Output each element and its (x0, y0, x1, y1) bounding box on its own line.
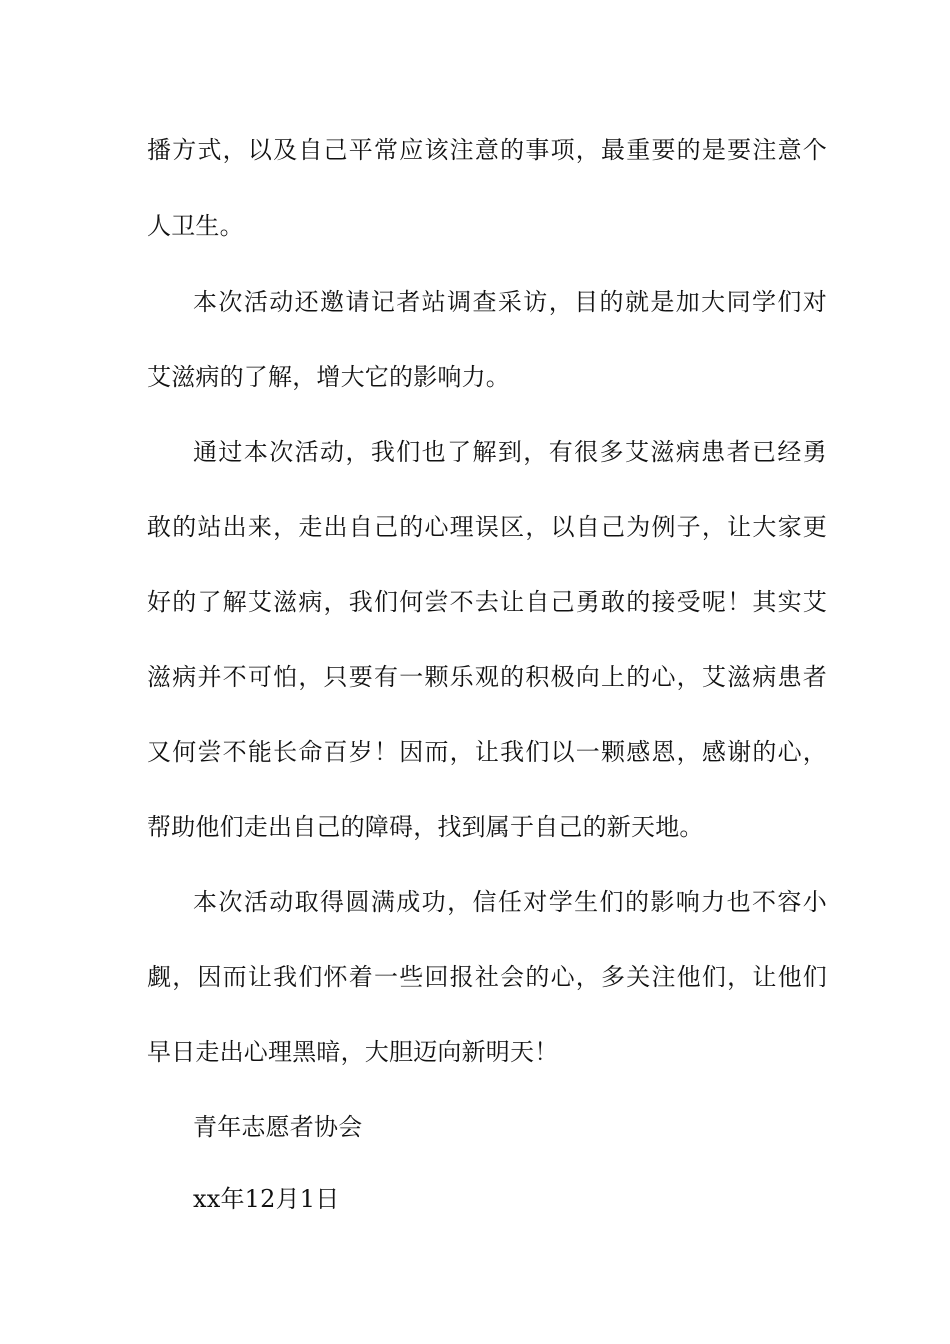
paragraph-line: 艾滋病的了解，增大它的影响力。 (147, 363, 510, 391)
signature: 青年志愿者协会 (193, 1113, 363, 1141)
paragraph-line: 早日走出心理黑暗，大胆迈向新明天！ (147, 1038, 559, 1066)
paragraph-line: 通过本次活动，我们也了解到，有很多艾滋病患者已经勇 (193, 438, 827, 466)
paragraph-line: 觑，因而让我们怀着一些回报社会的心，多关注他们，让他们 (147, 963, 827, 991)
paragraph-line: 本次活动还邀请记者站调查采访，目的就是加大同学们对 (193, 288, 827, 316)
date: xx年12月1日 (193, 1185, 340, 1213)
paragraph-line: 好的了解艾滋病，我们何尝不去让自己勇敢的接受呢！其实艾 (147, 588, 827, 616)
paragraph-line: 播方式，以及自己平常应该注意的事项，最重要的是要注意个 (147, 136, 827, 164)
paragraph-line: 滋病并不可怕，只要有一颗乐观的积极向上的心，艾滋病患者 (147, 663, 827, 691)
paragraph-line: 人卫生。 (147, 212, 244, 240)
paragraph-line: 敢的站出来，走出自己的心理误区，以自己为例子，让大家更 (147, 513, 827, 541)
paragraph-line: 又何尝不能长命百岁！因而，让我们以一颗感恩，感谢的心， (147, 738, 827, 766)
paragraph-line: 帮助他们走出自己的障碍，找到属于自己的新天地。 (147, 813, 704, 841)
paragraph-line: 本次活动取得圆满成功，信任对学生们的影响力也不容小 (193, 888, 827, 916)
